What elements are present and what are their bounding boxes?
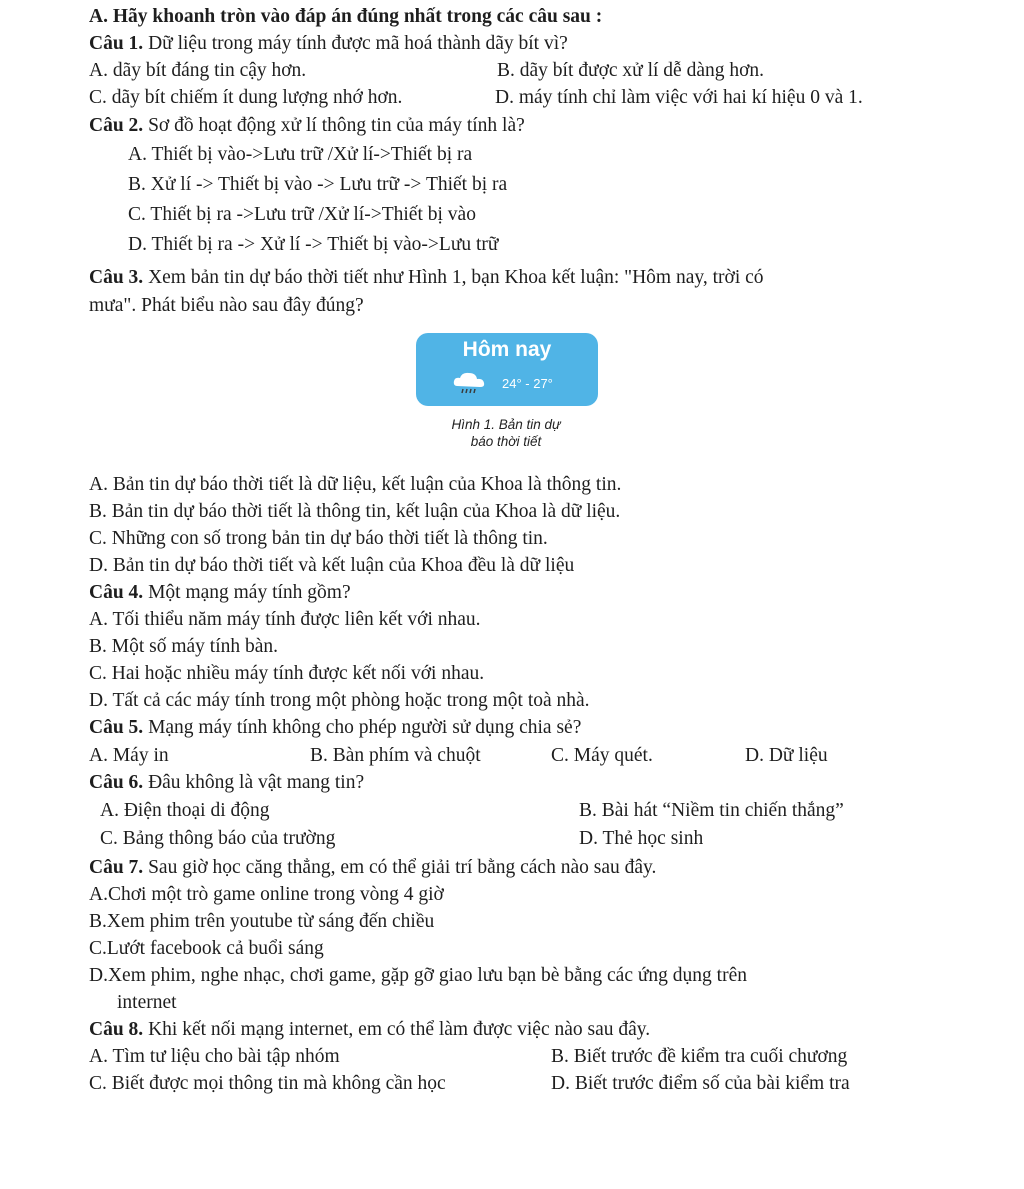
question-3-text-cont: mưa". Phát biểu nào sau đây đúng? xyxy=(89,295,364,316)
q5-option-d[interactable]: D. Dữ liệu xyxy=(745,745,828,766)
question-8 xyxy=(89,1018,650,1042)
question-7 xyxy=(89,856,656,880)
q2-option-a[interactable]: A. Thiết bị vào->Lưu trữ /Xử lí->Thiết bị ra xyxy=(128,144,473,165)
question-label: Câu 2. xyxy=(89,115,144,136)
question-3 xyxy=(89,266,764,290)
q4-option-d[interactable]: D. Tất cả các máy tính trong một phòng hoặc trong một toà nhà. xyxy=(89,690,590,711)
q8-option-d[interactable]: D. Biết trước điểm số của bài kiểm tra xyxy=(551,1073,850,1094)
question-label: Câu 7. xyxy=(89,857,144,878)
q2-option-b[interactable]: B. Xử lí -> Thiết bị vào -> Lưu trữ -> Thiết bị ra xyxy=(128,174,508,195)
q6-option-c[interactable]: C. Bảng thông báo của trường xyxy=(100,828,336,849)
figure-caption-line-1: Hình 1. Bản tin dự xyxy=(451,417,561,432)
q5-option-c[interactable]: C. Máy quét. xyxy=(551,745,653,766)
question-6 xyxy=(89,771,364,795)
q6-option-a[interactable]: A. Điện thoại di động xyxy=(100,800,270,821)
q6-option-b[interactable]: B. Bài hát “Niềm tin chiến thắng” xyxy=(579,800,844,821)
question-label: Câu 3. xyxy=(89,267,144,288)
question-text: Sơ đồ hoạt động xử lí thông tin của máy tính là? xyxy=(148,115,525,136)
q5-option-b[interactable]: B. Bàn phím và chuột xyxy=(310,745,481,766)
question-4 xyxy=(89,581,351,605)
q8-option-a[interactable]: A. Tìm tư liệu cho bài tập nhóm xyxy=(89,1046,340,1067)
q8-option-b[interactable]: B. Biết trước đề kiểm tra cuối chương xyxy=(551,1046,848,1067)
figure-caption-line-2: báo thời tiết xyxy=(470,434,542,449)
q1-option-d[interactable]: D. máy tính chỉ làm việc với hai kí hiệu 0 và 1. xyxy=(495,87,863,108)
q3-option-b[interactable]: B. Bản tin dự báo thời tiết là thông tin, kết luận của Khoa là dữ liệu. xyxy=(89,501,621,522)
q7-option-d[interactable]: D.Xem phim, nghe nhạc, chơi game, gặp gỡ giao lưu bạn bè bằng các ứng dụng trên xyxy=(89,965,747,986)
q6-option-d[interactable]: D. Thẻ học sinh xyxy=(579,828,704,849)
q2-option-c[interactable]: C. Thiết bị ra ->Lưu trữ /Xử lí->Thiết bị vào xyxy=(128,204,476,225)
question-text: Xem bản tin dự báo thời tiết như Hình 1, bạn Khoa kết luận: "Hôm nay, trời có xyxy=(148,267,764,288)
question-label: Câu 1. xyxy=(89,33,144,54)
rain-cloud-icon xyxy=(452,369,488,395)
question-label: Câu 6. xyxy=(89,772,144,793)
q2-option-d[interactable]: D. Thiết bị ra -> Xử lí -> Thiết bị vào->Lưu trữ xyxy=(128,234,499,255)
section-heading: A. Hãy khoanh tròn vào đáp án đúng nhất trong các câu sau : xyxy=(89,6,603,27)
question-label: Câu 4. xyxy=(89,582,144,603)
question-label: Câu 8. xyxy=(89,1019,144,1040)
q4-option-c[interactable]: C. Hai hoặc nhiều máy tính được kết nối với nhau. xyxy=(89,663,485,684)
q4-option-a[interactable]: A. Tối thiểu năm máy tính được liên kết với nhau. xyxy=(89,609,481,630)
question-text: Dữ liệu trong máy tính được mã hoá thành dãy bít vì? xyxy=(148,33,568,54)
q3-option-c[interactable]: C. Những con số trong bản tin dự báo thời tiết là thông tin. xyxy=(89,528,548,549)
q3-option-a[interactable]: A. Bản tin dự báo thời tiết là dữ liệu, kết luận của Khoa là thông tin. xyxy=(89,474,622,495)
q7-option-d-cont[interactable]: internet xyxy=(117,992,177,1013)
q8-option-c[interactable]: C. Biết được mọi thông tin mà không cần học xyxy=(89,1073,446,1094)
q4-option-b[interactable]: B. Một số máy tính bàn. xyxy=(89,636,279,657)
q1-option-a[interactable]: A. dãy bít đáng tin cậy hơn. xyxy=(89,60,307,81)
question-label: Câu 5. xyxy=(89,717,144,738)
q7-option-b[interactable]: B.Xem phim trên youtube từ sáng đến chiều xyxy=(89,911,435,932)
q3-option-d[interactable]: D. Bản tin dự báo thời tiết và kết luận của Khoa đều là dữ liệu xyxy=(89,555,575,576)
question-text: Một mạng máy tính gồm? xyxy=(148,582,351,603)
q7-option-c[interactable]: C.Lướt facebook cả buổi sáng xyxy=(89,938,324,959)
question-text: Đâu không là vật mang tin? xyxy=(148,772,365,793)
question-text: Khi kết nối mạng internet, em có thể làm được việc nào sau đây. xyxy=(148,1019,651,1040)
q1-option-b[interactable]: B. dãy bít được xử lí dễ dàng hơn. xyxy=(497,60,765,81)
question-text: Mạng máy tính không cho phép người sử dụng chia sẻ? xyxy=(148,717,582,738)
question-5 xyxy=(89,716,581,740)
q5-option-a[interactable]: A. Máy in xyxy=(89,745,169,766)
q7-option-a[interactable]: A.Chơi một trò game online trong vòng 4 giờ xyxy=(89,884,444,905)
forecast-title: Hôm nay xyxy=(462,338,552,361)
forecast-temperature: 24° - 27° xyxy=(502,376,553,391)
question-1 xyxy=(89,32,568,56)
q1-option-c[interactable]: C. dãy bít chiếm ít dung lượng nhớ hơn. xyxy=(89,87,403,108)
question-text: Sau giờ học căng thẳng, em có thể giải trí bằng cách nào sau đây. xyxy=(148,857,657,878)
question-2 xyxy=(89,114,525,138)
weather-forecast-figure xyxy=(416,333,598,406)
